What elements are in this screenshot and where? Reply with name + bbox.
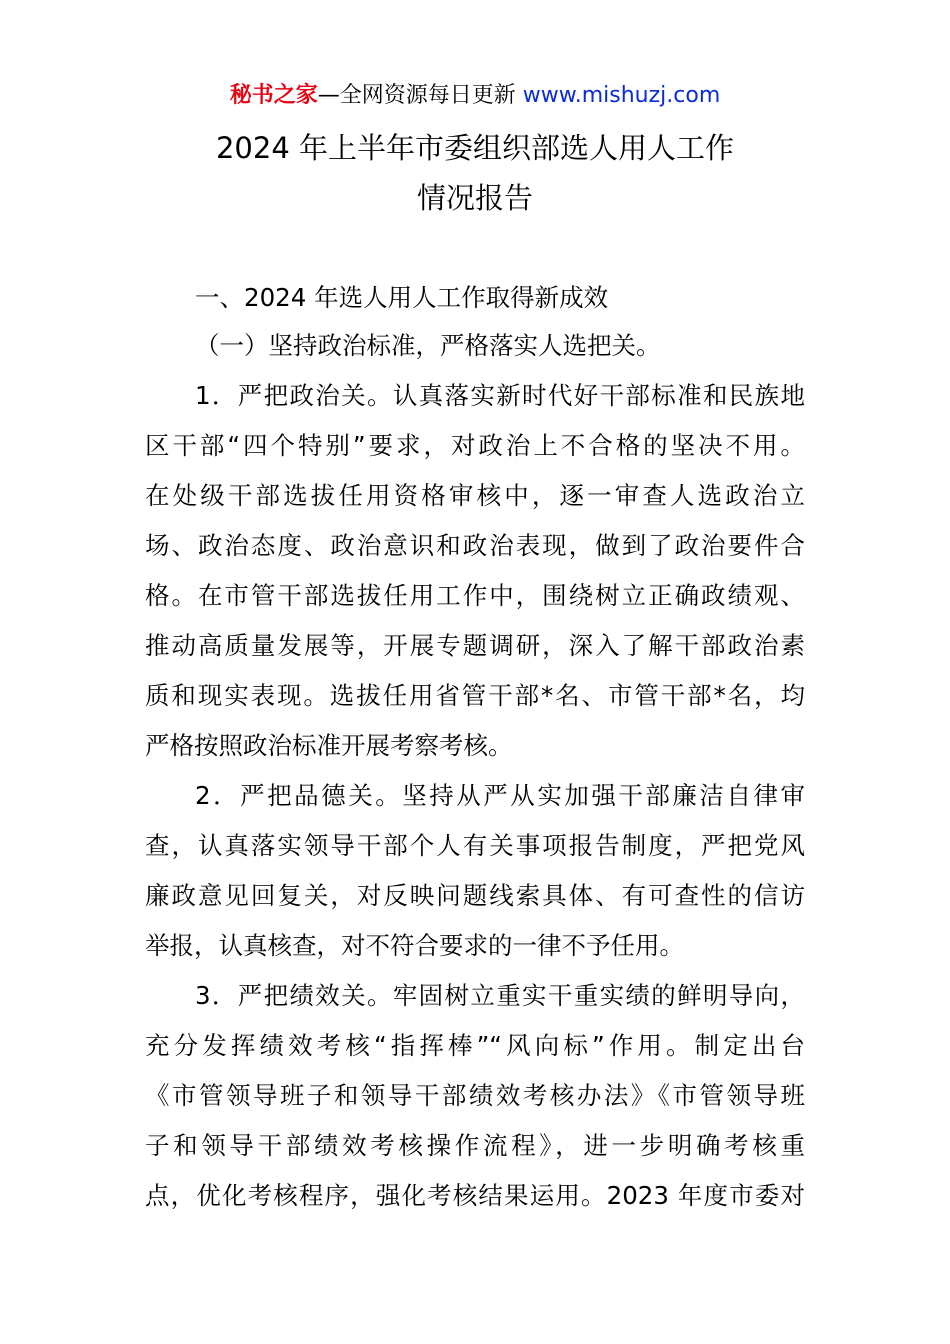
subsection-heading: （一）坚持政治标准，严格落实人选把关。 [195, 331, 661, 360]
paragraph-line: 质和现实表现。选拔任用省管干部*名、市管干部*名，均 [145, 681, 805, 710]
paragraph-line: 子和领导干部绩效考核操作流程》，进一步明确考核重 [145, 1131, 805, 1160]
document-title-line-2: 情况报告 [416, 181, 533, 215]
site-url: www.mishuzj.com [522, 83, 721, 108]
paragraph-line: 3．严把绩效关。牢固树立重实干重实绩的鲜明导向， [195, 981, 805, 1010]
paragraph-line: 严格按照政治标准开展考察考核。 [145, 731, 513, 760]
paragraph-line: 格。在市管干部选拔任用工作中，围绕树立正确政绩观、 [145, 581, 805, 610]
paragraph-line: 在处级干部选拔任用资格审核中，逐一审查人选政治立 [145, 481, 805, 510]
paragraph-line: 场、政治态度、政治意识和政治表现，做到了政治要件合 [145, 531, 805, 560]
document-title-line-1: 2024 年上半年市委组织部选人用人工作 [215, 131, 735, 165]
section-heading: 一、2024 年选人用人工作取得新成效 [195, 283, 609, 312]
header-tagline: —全网资源每日更新 [317, 83, 523, 108]
paragraph-line: 《市管领导班子和领导干部绩效考核办法》《市管领导班 [145, 1081, 805, 1110]
brand-name: 秘书之家 [229, 83, 318, 108]
paragraph-line: 廉政意见回复关，对反映问题线索具体、有可查性的信访 [145, 881, 805, 910]
paragraph-line: 充分发挥绩效考核“指挥棒”“风向标”作用。制定出台 [145, 1031, 805, 1060]
paragraph-line: 2．严把品德关。坚持从严从实加强干部廉洁自律审 [195, 781, 805, 810]
paragraph-line: 点，优化考核程序，强化考核结果运用。2023 年度市委对 [145, 1181, 805, 1210]
paragraph-line: 区干部“四个特别”要求，对政治上不合格的坚决不用。 [145, 431, 805, 460]
site-header [0, 80, 950, 112]
paragraph-line: 查，认真落实领导干部个人有关事项报告制度，严把党风 [145, 831, 805, 860]
paragraph-line: 举报，认真核查，对不符合要求的一律不予任用。 [145, 931, 684, 960]
paragraph-line: 推动高质量发展等，开展专题调研，深入了解干部政治素 [145, 631, 805, 660]
paragraph-line: 1．严把政治关。认真落实新时代好干部标准和民族地 [195, 381, 805, 410]
